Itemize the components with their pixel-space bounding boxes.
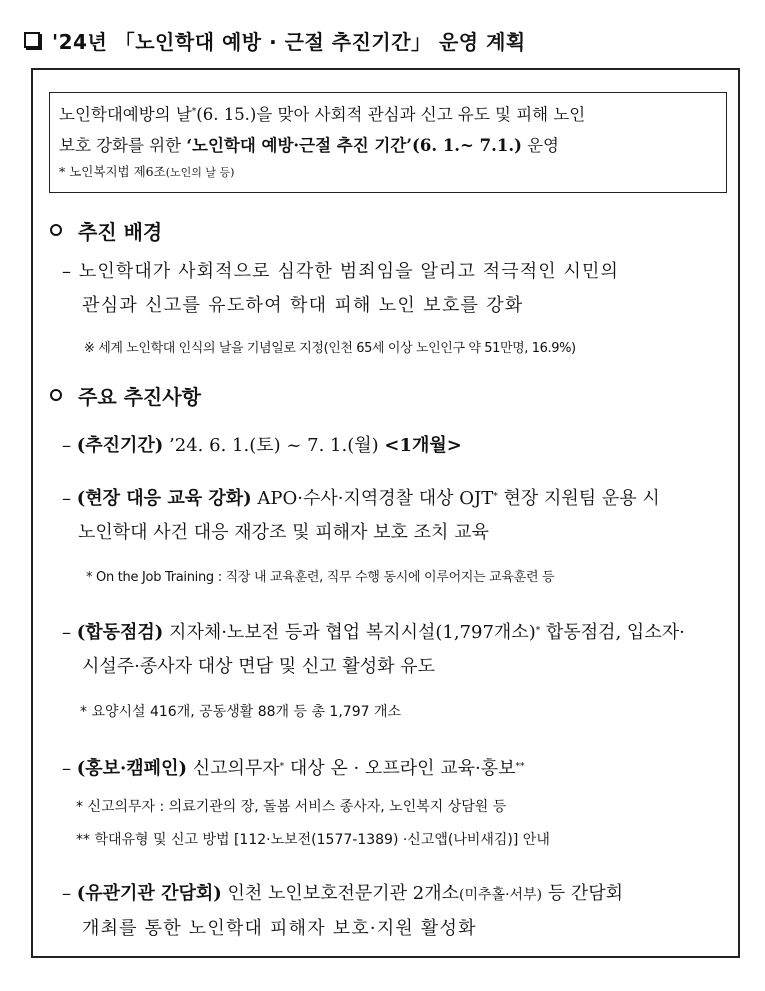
item-joint-inspection: [62, 616, 737, 684]
summary-line-2: [59, 130, 716, 161]
item-note: * On the Job Training : 직장 내 교육훈련, 직무 수행 동시에 이루어지는 교육훈련 등: [86, 570, 555, 585]
circle-bullet-icon: [50, 224, 62, 236]
dash: –: [62, 622, 77, 643]
item-text: 신고의무자: [186, 758, 280, 779]
item-note: * 요양시설 416개, 공동생활 88개 등 총 1,797 개소: [80, 704, 402, 720]
item-text: 지자체·노보전 등과 협업 복지시설(1,797개소): [163, 622, 536, 643]
item-text: 대상 온 · 오프라인 교육·홍보: [284, 758, 516, 779]
summary-highlight: ‘노인학대 예방·근절 추진 기간’(6. 1.~ 7.1.): [186, 136, 522, 155]
paragraph-line: – 노인학대가 사회적으로 심각한 범죄임을 알리고 적극적인 시민의: [62, 261, 620, 282]
dash: –: [62, 435, 77, 456]
summary-box: [49, 92, 727, 193]
item-campaign: [62, 752, 737, 786]
summary-footnote: [59, 162, 716, 183]
background-note: ※ 세계 노인학대 인식의 날을 기념일로 지정(인천 65세 이상 노인인구 약 51만명, 16.9%): [84, 341, 576, 356]
background-paragraph: [62, 255, 737, 323]
paragraph-line: 관심과 신고를 유도하여 학대 피해 노인 보호를 강화: [82, 295, 524, 316]
summary-text: (6. 15.)을 맞아 사회적 관심과 신고 유도 및 피해 노인: [196, 105, 586, 124]
section-heading-text: 주요 추진사항: [78, 384, 201, 409]
circle-bullet-icon: [50, 389, 62, 401]
footnote-mark: *: [493, 492, 498, 502]
footnote-mark: *: [535, 626, 541, 636]
item-label: (유관기관 간담회): [76, 883, 222, 904]
summary-text: 노인학대예방의 날: [59, 105, 192, 124]
item-text: 등 간담회: [542, 883, 624, 904]
item-text: 현장 지원팀 운용 시: [497, 488, 660, 509]
item-meeting: [62, 877, 737, 946]
paragraph-line: 노인학대 사건 대응 재강조 및 피해자 보호 조치 교육: [78, 522, 489, 543]
paragraph-line: 시설주·종사자 대상 면담 및 신고 활성화 유도: [82, 656, 436, 677]
dash: –: [62, 883, 77, 904]
item-label: (합동점검): [76, 622, 164, 643]
item-text: (미추홀·서부): [459, 887, 543, 903]
item-period: [62, 429, 737, 463]
item-label: (현장 대응 교육 강화): [76, 488, 252, 509]
section-heading-main-items: [50, 379, 201, 411]
summary-line-1: [59, 99, 716, 130]
footnote-text: * 노인복지법 제6조: [59, 164, 166, 179]
document-title: [24, 24, 526, 56]
item-label: (추진기간): [76, 435, 164, 456]
section-heading-text: 추진 배경: [78, 219, 163, 244]
footnote-text: (노인의 날 등): [165, 166, 235, 179]
item-text: 인천 노인보호전문기관 2개소: [221, 883, 460, 904]
document-title-text: '24년 「노인학대 예방 · 근절 추진기간」 운영 계획: [52, 29, 526, 54]
item-text: 합동점검, 입소자·: [540, 622, 685, 643]
footnote-mark: *: [191, 107, 197, 117]
dash: –: [62, 758, 77, 779]
section-heading-background: [50, 214, 162, 246]
item-highlight: <1개월>: [384, 435, 462, 456]
footnote-mark: *: [279, 762, 285, 772]
summary-text: 운영: [521, 136, 559, 155]
item-note: ** 학대유형 및 신고 방법 [112·노보전(1577-1389) ·신고앱(나비새김)] 안내: [76, 832, 550, 848]
item-field-training: [62, 482, 737, 550]
footnote-mark: **: [515, 762, 525, 772]
checkbox-icon: [24, 32, 40, 48]
paragraph-line: 개최를 통한 노인학대 피해자 보호·지원 활성화: [82, 918, 477, 939]
dash: –: [62, 488, 77, 509]
item-note: * 신고의무자 : 의료기관의 장, 돌봄 서비스 종사자, 노인복지 상담원 등: [76, 799, 507, 815]
item-text: APO·수사·지역경찰 대상 OJT: [251, 488, 494, 509]
item-text: ’24. 6. 1.(토) ~ 7. 1.(월): [163, 435, 385, 456]
summary-text: 보호 강화를 위한: [59, 136, 187, 155]
item-label: (홍보·캠페인): [76, 758, 187, 779]
